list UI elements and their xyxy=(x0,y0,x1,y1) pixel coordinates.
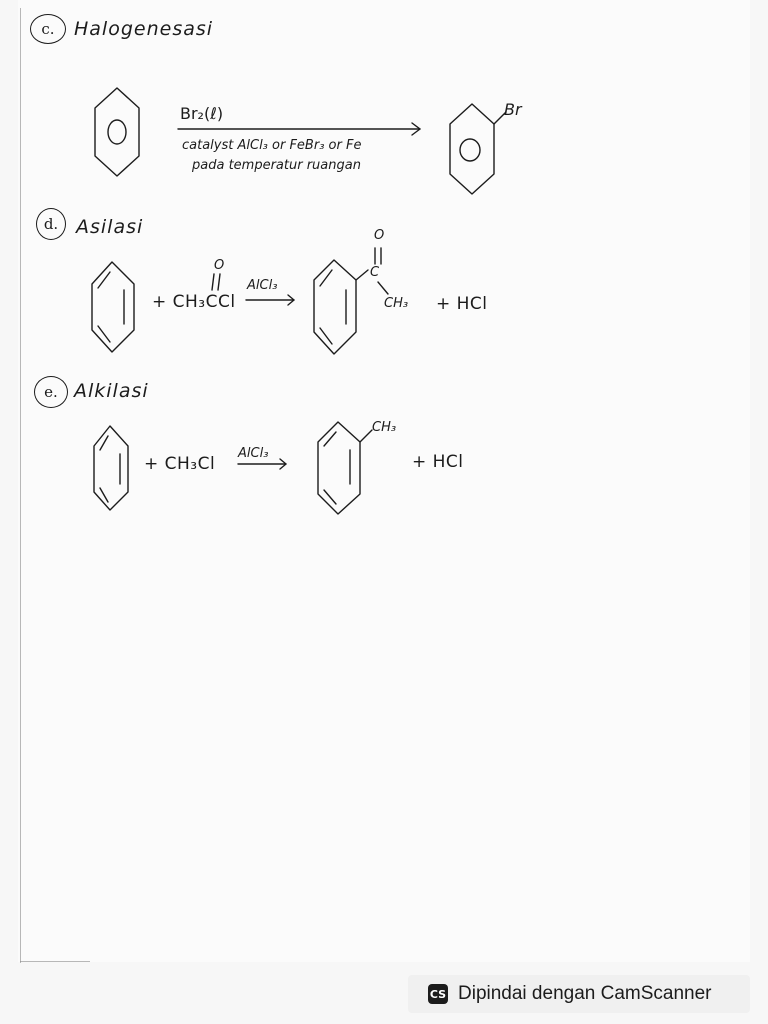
product-br-label: Br xyxy=(504,100,522,119)
byproduct-hcl-e: + HCl xyxy=(412,452,464,472)
reaction-arrow-c xyxy=(176,122,426,136)
carbonyl-oxygen: O xyxy=(214,258,225,273)
byproduct-hcl-d: + HCl xyxy=(436,294,488,314)
product-methyl-e: CH₃ xyxy=(372,420,397,435)
reactant-acetyl-chloride: + CH₃CCl xyxy=(152,292,236,312)
catalyst-alcl3-e: AlCl₃ xyxy=(238,446,269,461)
conditions-catalyst: catalyst AlCl₃ or FeBr₃ or Fe xyxy=(182,138,362,153)
section-title-halogenesasi: Halogenesasi xyxy=(74,18,214,40)
product-carbonyl-bond xyxy=(372,246,384,266)
conditions-temperature: pada temperatur ruangan xyxy=(192,158,361,173)
catalyst-alcl3-d: AlCl₃ xyxy=(247,278,278,293)
reaction-arrow-e xyxy=(236,458,292,470)
page-bottom-line xyxy=(20,961,90,962)
carbonyl-double-bond xyxy=(210,272,224,292)
product-carbon: C xyxy=(370,265,380,280)
product-oxygen: O xyxy=(374,228,385,243)
camscanner-watermark xyxy=(408,975,750,1013)
camscanner-logo-icon: CS xyxy=(428,984,448,1004)
reagent-br2: Br₂(ℓ) xyxy=(180,104,224,123)
camscanner-text: Dipindai dengan CamScanner xyxy=(458,983,712,1004)
benzene-reactant-d xyxy=(90,260,150,355)
page-margin-line xyxy=(20,8,21,963)
section-title-alkilasi: Alkilasi xyxy=(74,380,149,402)
reaction-arrow-d xyxy=(244,294,300,306)
section-marker-c: c. xyxy=(30,14,66,44)
reactant-methyl-chloride: + CH₃Cl xyxy=(144,454,216,474)
benzene-reactant-c xyxy=(92,86,152,176)
section-marker-e: e. xyxy=(34,376,68,408)
product-methyl-bond xyxy=(376,280,390,296)
product-methyl: CH₃ xyxy=(384,296,409,311)
section-marker-d: d. xyxy=(36,208,66,240)
benzene-reactant-e xyxy=(92,424,152,514)
section-title-asilasi: Asilasi xyxy=(76,216,144,238)
